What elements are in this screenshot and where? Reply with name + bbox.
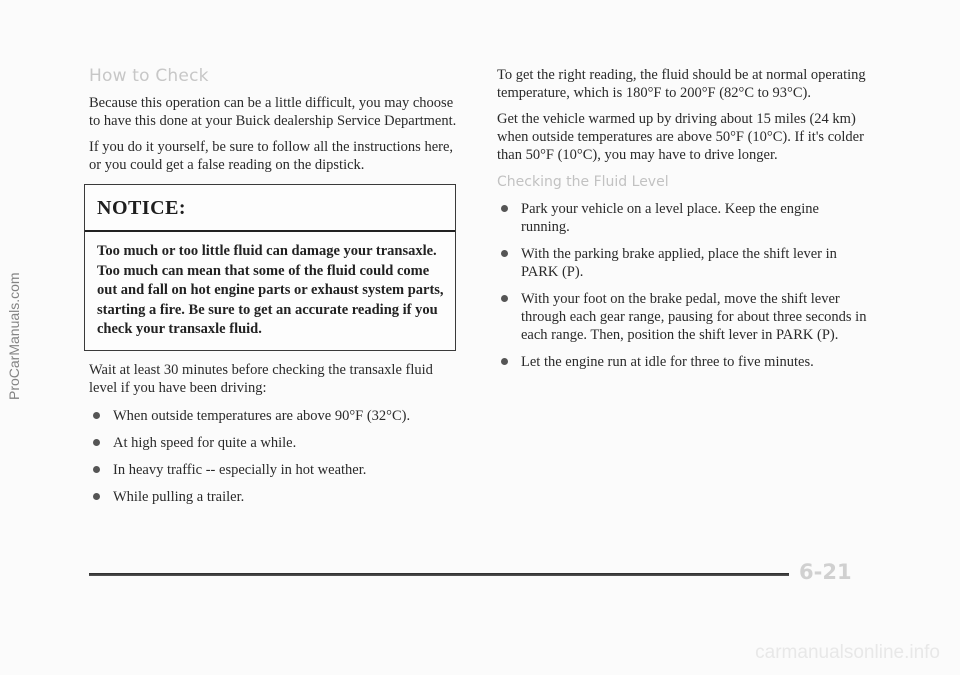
bullet-icon [93,466,100,473]
bullet-icon [501,295,508,302]
list-item: While pulling a trailer. [89,488,461,506]
section-heading: How to Check [89,66,209,86]
notice-title: NOTICE: [85,185,455,232]
notice-body: Too much or too little fluid can damage your transaxle. Too much can mean that some of the fluid could come out and fall on hot engine parts or exhaust system parts, starting a fire. Be sure to get an accurate reading if you check your transaxle fluid. [97,243,444,337]
right-column [497,66,869,380]
bullet-icon [501,358,508,365]
bullet-icon [93,439,100,446]
warmup-paragraph: Get the vehicle warmed up by driving about 15 miles (24 km) when outside temperatures are above 50°F (10°C). If it's colder than 50°F (10°C), you may have to drive longer. [497,111,864,163]
list-item: With the parking brake applied, place the shift lever in PARK (P). [497,245,869,281]
list-item: With your foot on the brake pedal, move the shift lever through each gear range, pausing for about three seconds in each range. Then, position the shift lever in PARK (P). [497,290,869,344]
intro-paragraph: Because this operation can be a little difficult, you may choose to have this done at your Buick dealership Service Department. [89,95,457,129]
page-number: 6-21 [799,560,852,584]
wait-paragraph: Wait at least 30 minutes before checking the transaxle fluid level if you have been driving: [89,361,433,396]
list-item: At high speed for quite a while. [89,434,461,452]
notice-box [84,184,456,351]
bullet-icon [93,412,100,419]
left-column [89,66,461,515]
footer-rule [89,573,789,576]
list-item: In heavy traffic -- especially in hot weather. [89,461,461,479]
bullet-icon [93,493,100,500]
temperature-paragraph: To get the right reading, the fluid should be at normal operating temperature, which is 180°F to 200°F (82°C to 93°C). [497,67,866,101]
bullet-icon [501,205,508,212]
steps-list [497,200,869,371]
conditions-list [89,407,461,506]
bottom-watermark: carmanualsonline.info [755,642,940,663]
list-item: When outside temperatures are above 90°F (32°C). [89,407,461,425]
list-item: Let the engine run at idle for three to five minutes. [497,353,869,371]
instructions-paragraph: If you do it yourself, be sure to follow all the instructions here, or you could get a false reading on the dipstick. [89,139,454,173]
bullet-icon [501,250,508,257]
subsection-heading: Checking the Fluid Level [497,174,669,190]
list-item: Park your vehicle on a level place. Keep the engine running. [497,200,869,236]
side-watermark: ProCarManuals.com [6,272,22,400]
